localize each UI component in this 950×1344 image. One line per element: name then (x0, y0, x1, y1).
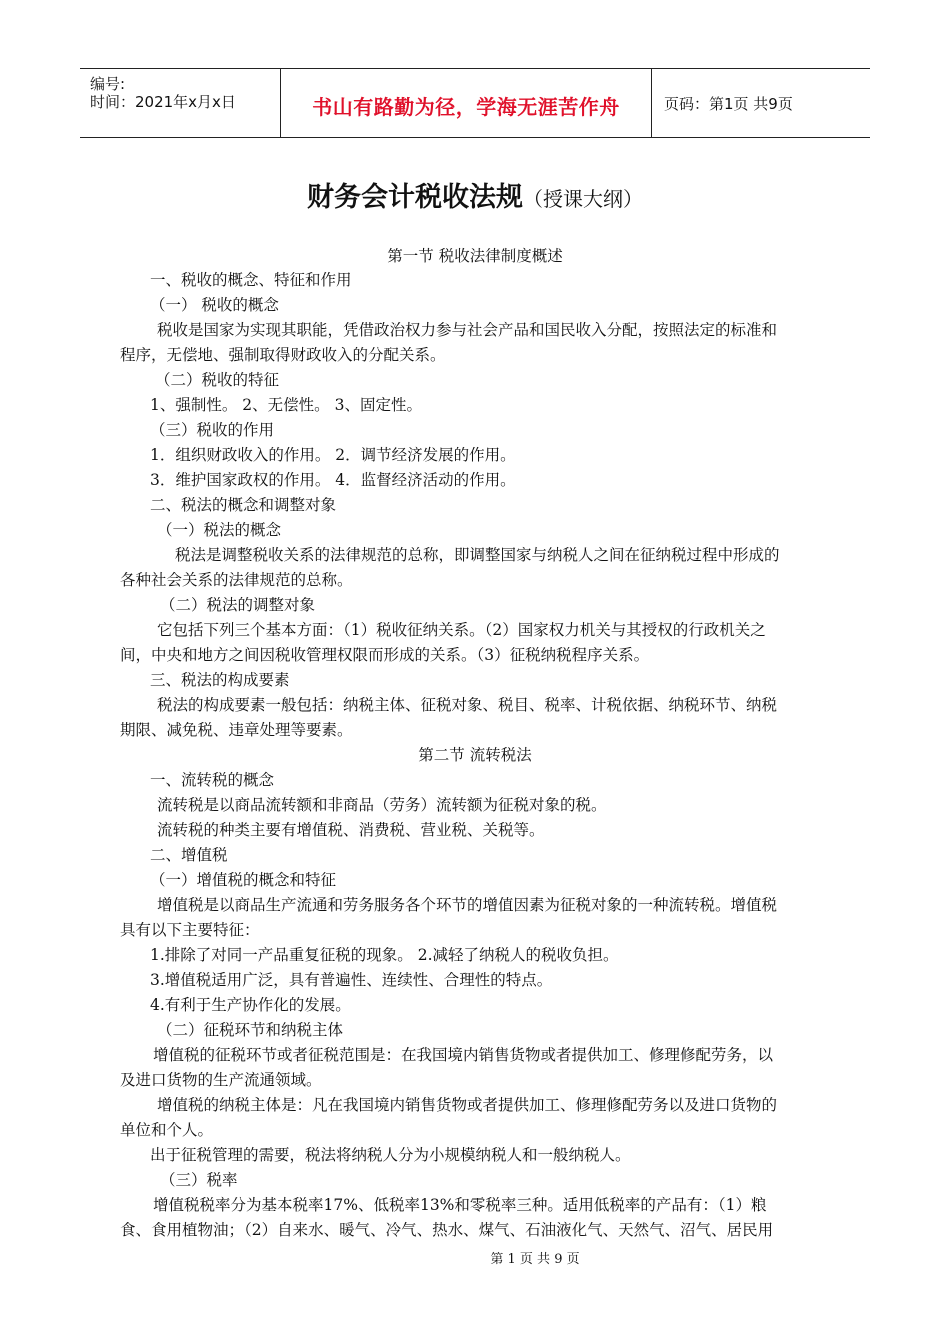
header-meta-cell (80, 69, 281, 137)
subheading-line: （二）税收的特征 (155, 371, 280, 389)
subheading-line: （三）税率 (160, 1171, 238, 1189)
section-heading-1: 第一节 税收法律制度概述 (387, 247, 563, 265)
document-title (0, 175, 950, 214)
list-line: 4.有利于生产协作化的发展。 (150, 996, 351, 1014)
paragraph-line: 增值税税率分为基本税率17%、低税率13%和零税率三种。适用低税率的产品有：（1）粮 (153, 1196, 767, 1214)
page-footer: 第 1 页 共 9 页 (490, 1252, 580, 1267)
subheading-line: （一）增值税的概念和特征 (150, 871, 337, 889)
paragraph-line: 增值税的征税环节或者征税范围是：在我国境内销售货物或者提供加工、修理修配劳务，以 (153, 1046, 774, 1064)
section-heading-2: 第二节 流转税法 (418, 746, 532, 764)
paragraph-line: 出于征税管理的需要，税法将纳税人分为小规模纳税人和一般纳税人。 (150, 1146, 631, 1164)
paragraph-line: 流转税是以商品流转额和非商品（劳务）流转额为征税对象的税。 (157, 796, 607, 814)
list-line: 3.增值税适用广泛，具有普遍性、连续性、合理性的特点。 (150, 971, 553, 989)
heading-line: 三、税法的构成要素 (150, 671, 290, 689)
paragraph-line: 具有以下主要特征： (120, 921, 260, 939)
heading-line: 一、税收的概念、特征和作用 (150, 271, 352, 289)
list-line: 3．维护国家政权的作用。 4．监督经济活动的作用。 (150, 471, 516, 489)
paragraph-line: 流转税的种类主要有增值税、消费税、营业税、关税等。 (157, 821, 545, 839)
heading-line: 一、流转税的概念 (150, 771, 275, 789)
subheading-line: （二）征税环节和纳税主体 (157, 1021, 344, 1039)
list-line: 1．组织财政收入的作用。 2．调节经济发展的作用。 (150, 446, 516, 464)
paragraph-line: 税法是调整税收关系的法律规范的总称，即调整国家与纳税人之间在征纳税过程中形成的 (175, 546, 780, 564)
subheading-line: （三）税收的作用 (150, 421, 275, 439)
subheading-line: （二）税法的调整对象 (160, 596, 316, 614)
header-motto-cell (281, 69, 652, 137)
title-sub: （授课大纲） (523, 187, 643, 211)
document-header (80, 68, 870, 138)
paragraph-line: 它包括下列三个基本方面：（1）税收征纳关系。（2）国家权力机关与其授权的行政机关之 (157, 621, 766, 639)
page-info: 页码：第1页 共9页 (664, 95, 793, 113)
heading-line: 二、税法的概念和调整对象 (150, 496, 337, 514)
paragraph-line: 期限、减免税、违章处理等要素。 (120, 721, 353, 739)
paragraph-line: 各种社会关系的法律规范的总称。 (120, 571, 353, 589)
paragraph-line: 食、食用植物油；（2）自来水、暖气、冷气、热水、煤气、石油液化气、天然气、沼气、居民用 (120, 1221, 774, 1239)
paragraph-line: 单位和个人。 (120, 1121, 214, 1139)
paragraph-line: 增值税是以商品生产流通和劳务服务各个环节的增值因素为征税对象的一种流转税。增值税 (157, 896, 778, 914)
paragraph-line: 程序，无偿地、强制取得财政收入的分配关系。 (120, 346, 446, 364)
paragraph-line: 及进口货物的生产流通领域。 (120, 1071, 322, 1089)
heading-line: 二、增值税 (150, 846, 228, 864)
paragraph-line: 税法的构成要素一般包括：纳税主体、征税对象、税目、税率、计税依据、纳税环节、纳税 (157, 696, 778, 714)
header-page-cell (652, 69, 870, 137)
document-number-label: 编号: (90, 75, 126, 93)
subheading-line: （一）税法的概念 (157, 521, 282, 539)
title-main: 财务会计税收法规 (307, 182, 523, 213)
document-date-label: 时间：2021年x月x日 (90, 93, 236, 111)
paragraph-line: 增值税的纳税主体是：凡在我国境内销售货物或者提供加工、修理修配劳务以及进口货物的 (157, 1096, 778, 1114)
paragraph-line: 税收是国家为实现其职能，凭借政治权力参与社会产品和国民收入分配，按照法定的标准和 (157, 321, 778, 339)
motto-text: 书山有路勤为径，学海无涯苦作舟 (312, 95, 620, 119)
paragraph-line: 间，中央和地方之间因税收管理权限而形成的关系。（3）征税纳税程序关系。 (120, 646, 650, 664)
list-line: 1.排除了对同一产品重复征税的现象。 2.减轻了纳税人的税收负担。 (150, 946, 619, 964)
list-line: 1、强制性。 2、无偿性。 3、固定性。 (150, 396, 422, 414)
subheading-line: （一） 税收的概念 (150, 296, 279, 314)
